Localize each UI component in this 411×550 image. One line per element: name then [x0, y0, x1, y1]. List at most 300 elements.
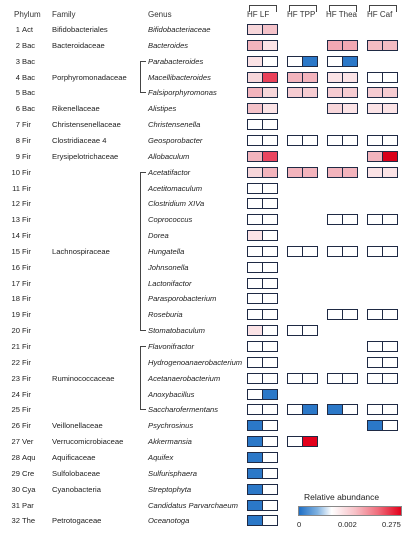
table-row	[0, 39, 411, 52]
family-cell: Bifidobacteriales	[52, 25, 108, 34]
family-cell: Aquificaceae	[52, 452, 96, 462]
heatmap-cell	[262, 151, 278, 162]
row-index: 9	[15, 151, 20, 161]
heatmap-cell	[367, 357, 383, 368]
table-row	[0, 451, 411, 464]
row-index: 8	[15, 135, 20, 145]
heatmap-cell	[342, 214, 358, 225]
group-bracket-2	[329, 5, 357, 12]
table-row	[0, 197, 411, 210]
heatmap-cell	[302, 56, 318, 67]
heatmap-cell	[262, 183, 278, 194]
row-index: 15	[11, 246, 20, 256]
genus-cell: Bacteroides	[148, 40, 189, 50]
heatmap-cell	[262, 135, 278, 146]
heatmap-cell	[302, 373, 318, 384]
family-cell: Rikenellaceae	[52, 104, 100, 114]
heatmap-cell	[302, 167, 318, 178]
genus-cell: Allobaculum	[148, 151, 190, 161]
heatmap-cell	[327, 135, 343, 146]
legend-tick-mid: 0.002	[338, 520, 357, 529]
heatmap-cell	[247, 87, 263, 98]
table-row	[0, 372, 411, 385]
header-genus: Genus	[148, 10, 172, 19]
table-row	[0, 356, 411, 369]
heatmap-cell	[367, 151, 383, 162]
table-row	[0, 388, 411, 401]
table-row	[0, 245, 411, 258]
heatmap-cell	[367, 87, 383, 98]
heatmap-cell	[247, 183, 263, 194]
heatmap-cell	[262, 515, 278, 526]
heatmap-cell	[247, 404, 263, 415]
phylum-cell: The	[22, 516, 36, 526]
genus-cell: Flavonifractor	[148, 342, 195, 351]
genus-cell: Roseburia	[148, 310, 183, 320]
phylum-cell: Fir	[22, 326, 31, 336]
heatmap-cell	[247, 230, 263, 241]
heatmap-cell	[382, 420, 398, 431]
heatmap-cell	[262, 468, 278, 479]
genus-cell: Coprococcus	[148, 215, 193, 225]
heatmap-cell	[342, 56, 358, 67]
family-cell: Ruminococcaceae	[52, 373, 115, 383]
heatmap-cell	[262, 420, 278, 431]
row-index: 18	[11, 294, 20, 304]
table-row	[0, 419, 411, 432]
heatmap-cell	[262, 389, 278, 400]
bracket-ruminococcaceae-tick	[140, 346, 146, 347]
phylum-cell: Fir	[22, 135, 31, 145]
heatmap-cell	[342, 87, 358, 98]
genus-cell: Acetitomaculum	[148, 183, 203, 193]
genus-cell: Geosporobacter	[148, 135, 203, 145]
header-group-hf-lf: HF LF	[247, 10, 270, 19]
phylum-cell: Fir	[22, 373, 31, 383]
heatmap-cell	[287, 325, 303, 336]
heatmap-cell	[302, 325, 318, 336]
phylum-cell: Fir	[22, 262, 31, 272]
table-row	[0, 182, 411, 195]
heatmap-cell	[247, 484, 263, 495]
row-index: 24	[11, 389, 20, 399]
phylum-cell: Bac	[22, 40, 36, 50]
heatmap-cell	[382, 341, 398, 352]
heatmap-cell	[287, 404, 303, 415]
heatmap-cell	[302, 436, 318, 447]
heatmap-cell	[262, 357, 278, 368]
heatmap-cell	[247, 420, 263, 431]
genus-cell: Saccharofermentans	[148, 405, 219, 415]
phylum-cell: Bac	[22, 88, 36, 98]
heatmap-cell	[247, 293, 263, 304]
genus-cell: Psychrosinus	[148, 421, 194, 431]
phylum-cell: Fir	[22, 310, 31, 320]
heatmap-cell	[367, 246, 383, 257]
heatmap-cell	[342, 72, 358, 83]
heatmap-cell	[247, 468, 263, 479]
group-bracket-3	[369, 5, 397, 12]
family-cell: Cyanobacteria	[52, 484, 101, 494]
heatmap-cell	[262, 341, 278, 352]
heatmap-cell	[247, 452, 263, 463]
genus-cell: Sulfurisphaera	[148, 468, 197, 478]
genus-cell: Akkermansia	[148, 437, 192, 447]
heatmap-cell	[262, 373, 278, 384]
heatmap-cell	[382, 357, 398, 368]
genus-cell: Acetanaerobacterium	[148, 373, 221, 383]
phylum-cell: Bac	[22, 72, 36, 82]
heatmap-cell	[367, 167, 383, 178]
table-row	[0, 340, 411, 353]
heatmap-cell	[247, 389, 263, 400]
row-index: 32	[11, 516, 20, 526]
phylum-cell: Fir	[22, 215, 31, 225]
family-cell: Christensenellaceae	[52, 120, 121, 130]
heatmap-cell	[262, 87, 278, 98]
heatmap-cell	[342, 373, 358, 384]
heatmap-cell	[262, 72, 278, 83]
heatmap-cell	[247, 262, 263, 273]
family-cell: Veillonellaceae	[52, 421, 103, 431]
heatmap-cell	[247, 56, 263, 67]
genus-cell: Hydrogenoanaerobacterium	[148, 357, 243, 367]
header-group-hf-tpp: HF TPP	[287, 10, 316, 19]
heatmap-cell	[247, 341, 263, 352]
group-bracket-1	[289, 5, 317, 12]
heatmap-cell	[327, 40, 343, 51]
heatmap-cell	[302, 72, 318, 83]
bracket-lachnospiraceae-tick	[140, 172, 146, 173]
table-row	[0, 308, 411, 321]
heatmap-cell	[247, 167, 263, 178]
bracket-porphyromonadaceae-tick	[140, 92, 146, 93]
heatmap-cell	[342, 103, 358, 114]
heatmap-cell	[247, 24, 263, 35]
phylum-cell: Aqu	[22, 452, 36, 462]
header-phylum: Phylum	[14, 10, 41, 19]
family-cell: Petrotogaceae	[52, 516, 102, 526]
genus-cell: Streptophyta	[148, 484, 192, 494]
heatmap-cell	[247, 309, 263, 320]
heatmap-cell	[327, 373, 343, 384]
heatmap-cell	[247, 325, 263, 336]
heatmap-cell	[287, 167, 303, 178]
table-row	[0, 134, 411, 147]
family-cell: Lachnospiraceae	[52, 246, 110, 256]
heatmap-cell	[247, 278, 263, 289]
heatmap-cell	[262, 103, 278, 114]
row-index: 25	[11, 405, 20, 415]
heatmap-cell	[262, 56, 278, 67]
table-row	[0, 292, 411, 305]
heatmap-cell	[262, 293, 278, 304]
genus-cell: Parasporobacterium	[148, 294, 217, 304]
row-index: 3	[15, 56, 20, 66]
row-index: 26	[11, 421, 20, 431]
heatmap-cell	[382, 214, 398, 225]
heatmap-cell	[262, 309, 278, 320]
heatmap-cell	[327, 404, 343, 415]
row-index: 28	[11, 452, 20, 462]
heatmap-cell	[327, 167, 343, 178]
heatmap-cell	[247, 72, 263, 83]
heatmap-cell	[367, 103, 383, 114]
genus-cell: Christensenella	[148, 120, 201, 130]
heatmap-cell	[327, 214, 343, 225]
heatmap-cell	[327, 87, 343, 98]
phylum-cell: Fir	[22, 389, 31, 399]
row-index: 10	[11, 167, 20, 177]
row-index: 2	[15, 40, 20, 50]
heatmap-cell	[382, 72, 398, 83]
heatmap-cell	[367, 214, 383, 225]
heatmap-cell	[262, 452, 278, 463]
heatmap-cell	[342, 135, 358, 146]
table-row	[0, 213, 411, 226]
family-cell: Erysipelotrichaceae	[52, 151, 119, 161]
phylum-cell: Fir	[22, 151, 31, 161]
heatmap-cell	[367, 373, 383, 384]
genus-cell: Johnsonella	[148, 262, 189, 272]
heatmap-cell	[302, 87, 318, 98]
phylum-cell: Fir	[22, 120, 31, 130]
row-index: 29	[11, 468, 20, 478]
legend-color-bar	[298, 506, 402, 516]
row-index: 19	[11, 310, 20, 320]
heatmap-cell	[247, 135, 263, 146]
phylum-cell: Bac	[22, 104, 36, 114]
genus-cell: Bifidobacteriaceae	[148, 25, 211, 34]
heatmap-cell	[262, 119, 278, 130]
heatmap-cell	[327, 103, 343, 114]
heatmap-cell	[287, 373, 303, 384]
phylum-cell: Fir	[22, 278, 31, 288]
table-row	[0, 261, 411, 274]
phylum-cell: Fir	[22, 357, 31, 367]
heatmap-cell	[342, 309, 358, 320]
heatmap-cell	[262, 40, 278, 51]
row-index: 11	[12, 183, 20, 193]
heatmap-cell	[342, 40, 358, 51]
heatmap-cell	[367, 309, 383, 320]
table-row	[0, 118, 411, 131]
heatmap-cell	[262, 230, 278, 241]
genus-cell: Macellibacteroides	[148, 72, 211, 82]
table-row	[0, 55, 411, 68]
heatmap-cell	[382, 373, 398, 384]
phylum-cell: Fir	[22, 294, 31, 304]
family-cell: Clostridiaceae 4	[52, 135, 107, 145]
phylum-cell: Fir	[22, 405, 31, 415]
heatmap-cell	[262, 325, 278, 336]
heatmap-cell	[262, 484, 278, 495]
heatmap-cell	[247, 103, 263, 114]
heatmap-cell	[342, 404, 358, 415]
heatmap-cell	[367, 341, 383, 352]
legend-tick-min: 0	[297, 520, 302, 529]
heatmap-cell	[327, 56, 343, 67]
heatmap-cell	[247, 198, 263, 209]
heatmap-cell	[262, 262, 278, 273]
heatmap-cell	[247, 151, 263, 162]
heatmap-cell	[327, 72, 343, 83]
genus-cell: Stomatobaculum	[148, 326, 205, 336]
row-index: 20	[11, 326, 20, 336]
genus-cell: Dorea	[148, 231, 169, 241]
bracket-porphyromonadaceae	[140, 61, 141, 93]
heatmap-cell	[382, 246, 398, 257]
heatmap-cell	[287, 436, 303, 447]
table-row	[0, 166, 411, 179]
heatmap-cell	[382, 135, 398, 146]
heatmap-cell	[247, 119, 263, 130]
genus-cell: Parabacteroides	[148, 56, 204, 66]
table-row	[0, 403, 411, 416]
genus-cell: Acetatifactor	[148, 167, 191, 177]
genus-cell: Alistipes	[148, 104, 177, 114]
heatmap-cell	[262, 198, 278, 209]
heatmap-cell	[367, 404, 383, 415]
row-index: 23	[11, 373, 20, 383]
row-index: 21	[11, 342, 20, 351]
heatmap-cell	[367, 40, 383, 51]
phylum-cell: Fir	[22, 421, 31, 431]
heatmap-cell	[262, 500, 278, 511]
heatmap-cell	[247, 214, 263, 225]
row-index: 27	[11, 437, 20, 447]
row-index: 6	[15, 104, 20, 114]
group-bracket-0	[249, 5, 277, 12]
heatmap-cell	[247, 515, 263, 526]
phylum-cell: Par	[22, 500, 34, 510]
heatmap-cell	[302, 135, 318, 146]
phylum-cell: Ver	[22, 437, 34, 447]
phylum-cell: Fir	[22, 342, 31, 351]
heatmap-cell	[262, 167, 278, 178]
legend-tick-max: 0.275	[382, 520, 401, 529]
row-index: 4	[15, 72, 20, 82]
heatmap-cell	[382, 40, 398, 51]
heatmap-cell	[262, 404, 278, 415]
phylum-cell: Cre	[22, 468, 35, 478]
genus-cell: Falsiporphyromonas	[148, 88, 217, 98]
row-index: 12	[11, 199, 20, 209]
table-row	[0, 86, 411, 99]
genus-cell: Lactonifactor	[148, 278, 192, 288]
row-index: 30	[11, 484, 20, 494]
phylum-cell: Fir	[22, 199, 31, 209]
phylum-cell: Act	[22, 25, 33, 34]
family-cell: Porphyromonadaceae	[52, 72, 127, 82]
heatmap-cell	[287, 87, 303, 98]
heatmap-cell	[367, 72, 383, 83]
table-row	[0, 435, 411, 448]
heatmap-cell	[382, 103, 398, 114]
table-row	[0, 150, 411, 163]
bracket-lachnospiraceae	[140, 172, 141, 331]
table-row	[0, 277, 411, 290]
table-row	[0, 229, 411, 242]
row-index: 16	[11, 262, 20, 272]
heatmap-cell	[327, 309, 343, 320]
heatmap-cell	[382, 87, 398, 98]
bracket-ruminococcaceae	[140, 346, 141, 409]
heatmap-cell	[247, 357, 263, 368]
heatmap-cell	[247, 40, 263, 51]
genus-cell: Hungatella	[148, 246, 185, 256]
bracket-porphyromonadaceae-tick	[140, 61, 146, 62]
phylum-cell: Cya	[22, 484, 36, 494]
bracket-lachnospiraceae-tick	[140, 330, 146, 331]
heatmap-cell	[287, 246, 303, 257]
heatmap-cell	[262, 246, 278, 257]
heatmap-cell	[327, 246, 343, 257]
heatmap-cell	[382, 404, 398, 415]
genus-cell: Candidatus Parvarchaeum	[148, 500, 238, 510]
heatmap-cell	[287, 135, 303, 146]
heatmap-cell	[287, 56, 303, 67]
row-index: 22	[11, 357, 20, 367]
heatmap-cell	[247, 436, 263, 447]
header-group-hf-thea: HF Thea	[326, 10, 357, 19]
heatmap-cell	[367, 135, 383, 146]
table-row	[0, 23, 411, 36]
heatmap-cell	[367, 420, 383, 431]
family-cell: Verrucomicrobiaceae	[52, 437, 124, 447]
heatmap-cell	[247, 246, 263, 257]
heatmap-cell	[247, 373, 263, 384]
legend-title: Relative abundance	[304, 492, 380, 502]
row-index: 5	[15, 88, 20, 98]
heatmap-cell	[342, 246, 358, 257]
phylum-cell: Bac	[22, 56, 36, 66]
heatmap-cell	[382, 167, 398, 178]
heatmap-cell	[262, 214, 278, 225]
phylum-cell: Fir	[22, 246, 31, 256]
row-index: 7	[15, 120, 20, 130]
phylum-cell: Fir	[22, 167, 31, 177]
genus-cell: Oceanotoga	[148, 516, 190, 526]
bracket-ruminococcaceae-tick	[140, 409, 146, 410]
heatmap-cell	[302, 404, 318, 415]
table-row	[0, 467, 411, 480]
table-row	[0, 102, 411, 115]
phylum-cell: Fir	[22, 231, 31, 241]
genus-cell: Anoxybacillus	[148, 389, 195, 399]
row-index: 17	[11, 278, 20, 288]
heatmap-cell	[382, 151, 398, 162]
family-cell: Sulfolobaceae	[52, 468, 101, 478]
heatmap-cell	[382, 309, 398, 320]
heatmap-cell	[262, 436, 278, 447]
heatmap-cell	[302, 246, 318, 257]
row-index: 14	[11, 231, 20, 241]
header-family: Family	[52, 10, 76, 19]
heatmap-cell	[262, 24, 278, 35]
phylum-cell: Fir	[22, 183, 31, 193]
table-row	[0, 324, 411, 337]
genus-cell: Aquifex	[148, 452, 174, 462]
table-row	[0, 71, 411, 84]
row-index: 31	[11, 500, 20, 510]
heatmap-cell	[342, 167, 358, 178]
header-group-hf-caf: HF Caf	[367, 10, 393, 19]
row-index: 13	[11, 215, 20, 225]
family-cell: Bacteroidaceae	[52, 40, 105, 50]
genus-cell: Clostridium XIVa	[148, 199, 205, 209]
heatmap-cell	[287, 72, 303, 83]
